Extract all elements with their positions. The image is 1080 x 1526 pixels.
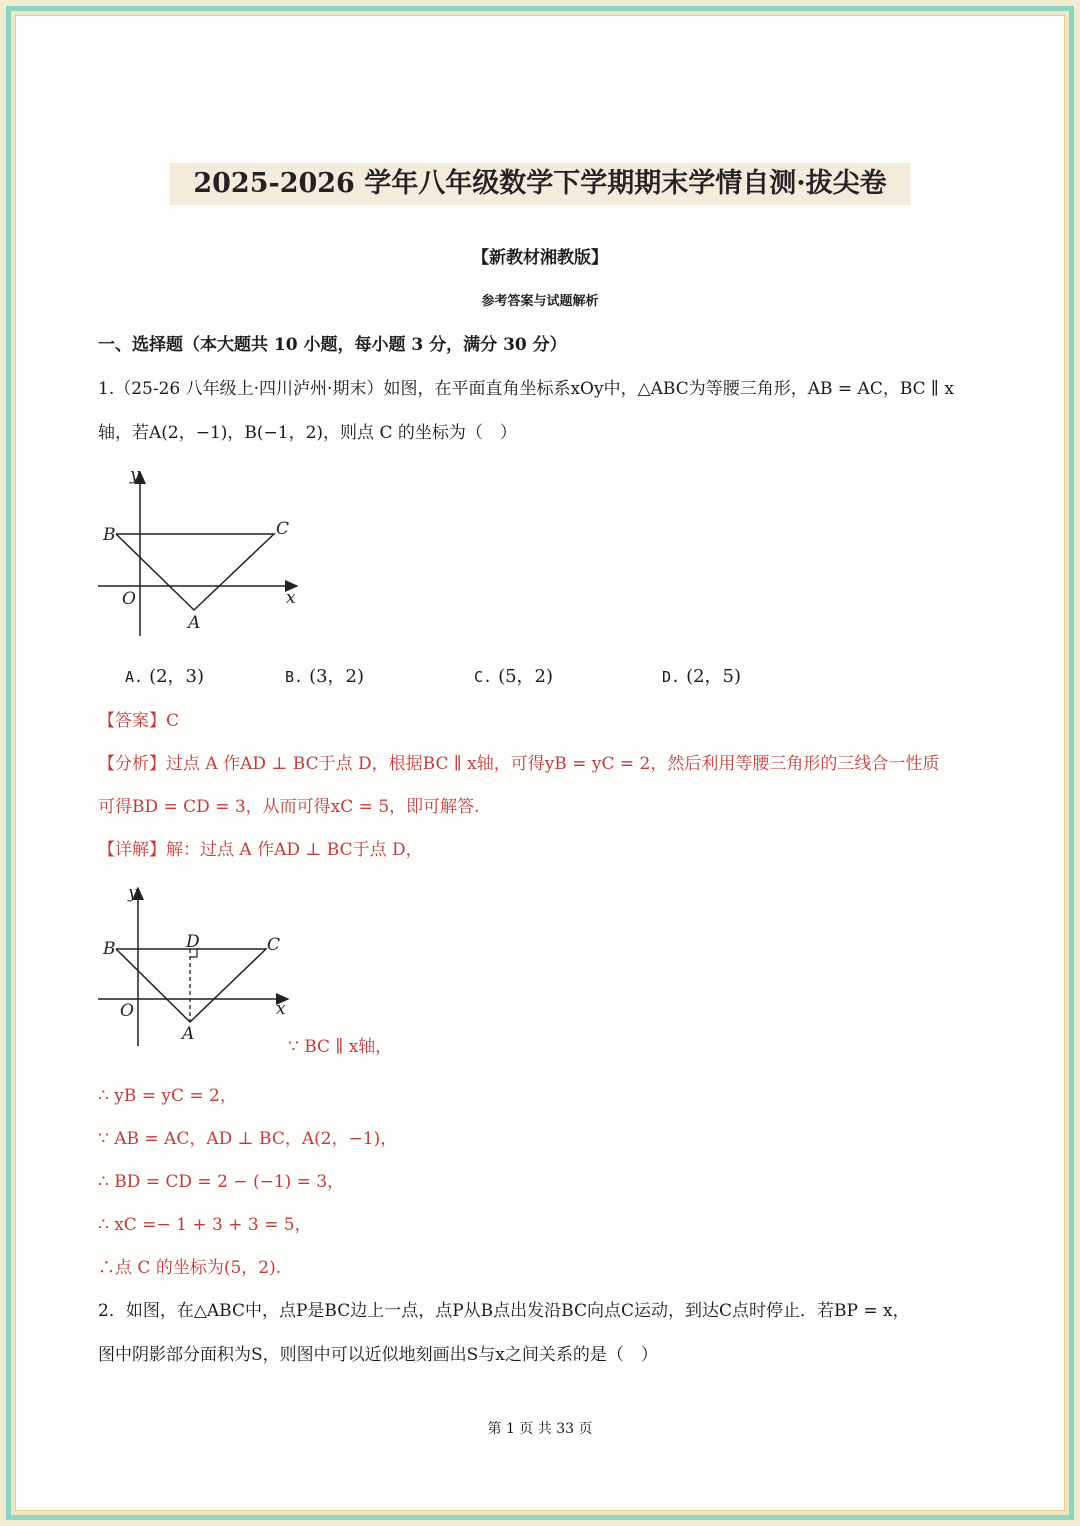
- document-title: 2025-2026 学年八年级数学下学期期末学情自测·拔尖卷: [193, 168, 887, 199]
- step-5: ∴ xC =− 1 + 3 + 3 = 5，: [98, 1215, 312, 1235]
- analysis-line1: 【分析】过点 A 作AD ⊥ BC于点 D，根据BC ∥ x轴，可得yB = yC = 2，然后利用等腰三角形的三线合一性质: [98, 754, 940, 774]
- fig1-label-b: B: [103, 525, 116, 545]
- q2-stem-line1: 2．如图，在△ABC中，点P是BC边上一点，点P从B点出发沿BC向点C运动，到达C点时停止．若BP = x，: [98, 1301, 910, 1321]
- fig2-label-y: y: [128, 883, 138, 903]
- page-footer: 第 1 页 共 33 页: [487, 1421, 593, 1437]
- step-6: ∴点 C 的坐标为(5，2).: [98, 1258, 282, 1278]
- fig2-label-o: O: [120, 1001, 134, 1021]
- option-b[interactable]: B. (3，2): [285, 666, 365, 687]
- answer-line: 【答案】C: [98, 711, 180, 731]
- section-heading: 一、选择题（本大题共 10 小题，每小题 3 分，满分 30 分）: [98, 335, 567, 355]
- answers-heading: 参考答案与试题解析: [481, 294, 599, 309]
- step-3: ∵ AB = AC，AD ⊥ BC，A(2，−1)，: [98, 1129, 398, 1149]
- q1-figure: [90, 462, 320, 642]
- option-d[interactable]: D. (2，5): [662, 666, 742, 687]
- step-2: ∴ yB = yC = 2，: [98, 1086, 237, 1106]
- q2-stem-line2: 图中阴影部分面积为S，则图中可以近似地刻画出S与x之间关系的是（ ）: [98, 1345, 658, 1365]
- fig1-label-x: x: [286, 588, 296, 608]
- fig2-label-d: D: [186, 932, 200, 952]
- fig1-label-o: O: [122, 589, 136, 609]
- step-1: ∵ BC ∥ x轴，: [288, 1037, 393, 1057]
- fig1-label-y: y: [130, 465, 140, 485]
- option-a[interactable]: A. (2，3): [125, 666, 205, 687]
- q1-stem-line2: 轴，若A(2，−1)，B(−1，2)，则点 C 的坐标为（ ）: [98, 423, 517, 443]
- fig2-label-x: x: [276, 999, 286, 1019]
- analysis-line2: 可得BD = CD = 3，从而可得xC = 5，即可解答.: [98, 797, 480, 817]
- fig2-label-b: B: [103, 939, 116, 959]
- fig2-label-a: A: [182, 1024, 195, 1044]
- fig2-label-c: C: [267, 935, 281, 955]
- edition-label: 【新教材湘教版】: [472, 248, 608, 268]
- step-4: ∴ BD = CD = 2 − (−1) = 3，: [98, 1172, 345, 1192]
- option-c[interactable]: C. (5，2): [474, 666, 554, 687]
- fig1-label-a: A: [188, 613, 201, 633]
- q1-stem-line1: 1.（25-26 八年级上·四川泸州·期末）如图，在平面直角坐标系xOy中，△ABC为等腰三角形，AB = AC，BC ∥ x: [98, 379, 954, 399]
- fig1-label-c: C: [276, 519, 290, 539]
- detail-intro: 【详解】解：过点 A 作AD ⊥ BC于点 D，: [98, 840, 423, 860]
- q1-detail-figure: [90, 880, 310, 1050]
